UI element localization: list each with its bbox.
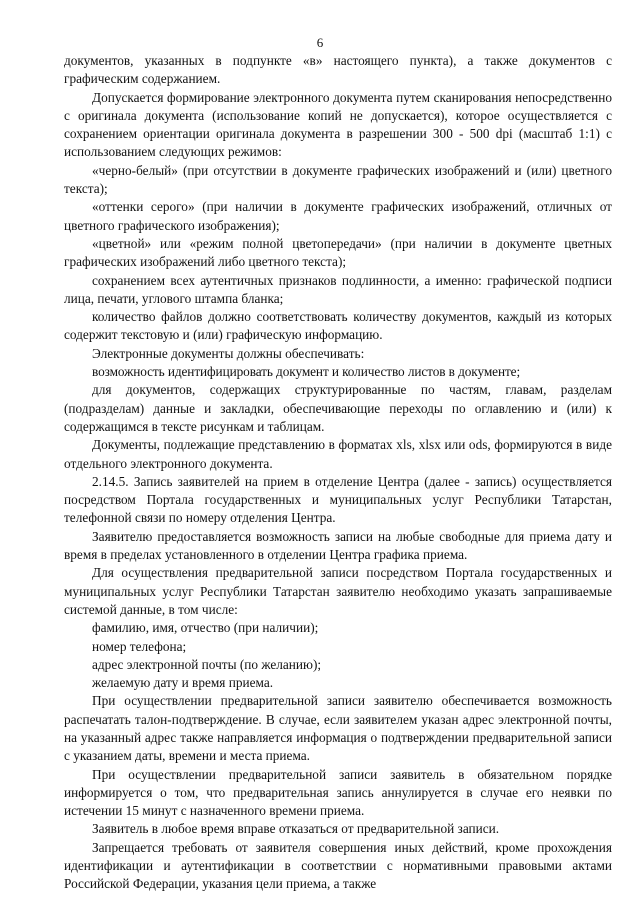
document-body: [64, 52, 612, 894]
paragraph: адрес электронной почты (по желанию);: [92, 656, 322, 672]
paragraph: Для осуществления предварительной записи посредством Портала государственных и муниципальных услуг Республики Татарстан заявителю необходимо указать запрашиваемые системой данные, в том числе:: [64, 565, 612, 617]
paragraph: «цветной» или «режим полной цветопередачи» (при наличии в документе цветных графических изображений либо цветного текста);: [64, 235, 612, 270]
paragraph: желаемую дату и время приема.: [92, 675, 274, 691]
page-number: 6: [316, 35, 324, 50]
paragraph: возможность идентифицировать документ и количество листов в документе;: [92, 364, 521, 380]
paragraph: 2.14.5. Запись заявителей на прием в отделение Центра (далее - запись) осуществляется посредством Портала государственных и муниципальных услуг Республики Татарстан, телефонной связи по номеру отделения Центра.: [64, 473, 612, 526]
paragraph: сохранением всех аутентичных признаков подлинности, а именно: графической подписи лица, печати, углового штампа бланка;: [64, 272, 612, 306]
paragraph: «черно-белый» (при отсутствии в документе графических изображений и (или) цветного текста);: [64, 162, 612, 197]
paragraph: «оттенки серого» (при наличии в документе графических изображений, отличных от цветного графического изображения);: [64, 199, 612, 233]
paragraph: Заявителю предоставляется возможность записи на любые свободные для приема дату и время в пределах установленного в отделении Центра графика приема.: [64, 528, 612, 563]
paragraph: документов, указанных в подпункте «в» настоящего пункта), а также документов с графическим содержанием.: [64, 53, 612, 87]
paragraph: При осуществлении предварительной записи заявителю обеспечивается возможность распечатать талон-подтверждение. В случае, если заявителем указан адрес электронной почты, на указанный адрес также направляется информация о подтверждении предварительной записи с указанием даты, времени и места приема.: [64, 693, 612, 764]
paragraph: номер телефона;: [92, 638, 187, 654]
paragraph: Заявитель в любое время вправе отказаться от предварительной записи.: [92, 821, 500, 837]
paragraph: Допускается формирование электронного документа путем сканирования непосредственно с оригинала документа (использование копий не допускается), которое осуществляется с сохранением ориентации оригинала документа в разрешении 300 - 500 dpi (масштаб 1:1) с использованием следующих режимов:: [64, 89, 612, 160]
paragraph: Запрещается требовать от заявителя совершения иных действий, кроме прохождения идентификации и аутентификации в соответствии с нормативными правовыми актами Российской Федерации, указания цели приема, а также: [64, 839, 612, 892]
paragraph: Документы, подлежащие представлению в форматах xls, xlsx или ods, формируются в виде отдельного электронного документа.: [64, 437, 612, 471]
paragraph: для документов, содержащих структурированные по частям, главам, разделам (подразделам) данные и закладки, обеспечивающие переходы по оглавлению и (или) к содержащимся в тексте рисункам и таблицам.: [64, 382, 612, 434]
paragraph: При осуществлении предварительной записи заявитель в обязательном порядке информируется о том, что предварительная запись аннулируется в случае его неявки по истечении 15 минут с назначенного времени приема.: [64, 766, 612, 819]
paragraph: фамилию, имя, отчество (при наличии);: [92, 620, 319, 636]
paragraph: Электронные документы должны обеспечивать:: [92, 345, 365, 361]
paragraph: количество файлов должно соответствовать количеству документов, каждый из которых содержит текстовую и (или) графическую информацию.: [64, 309, 612, 343]
